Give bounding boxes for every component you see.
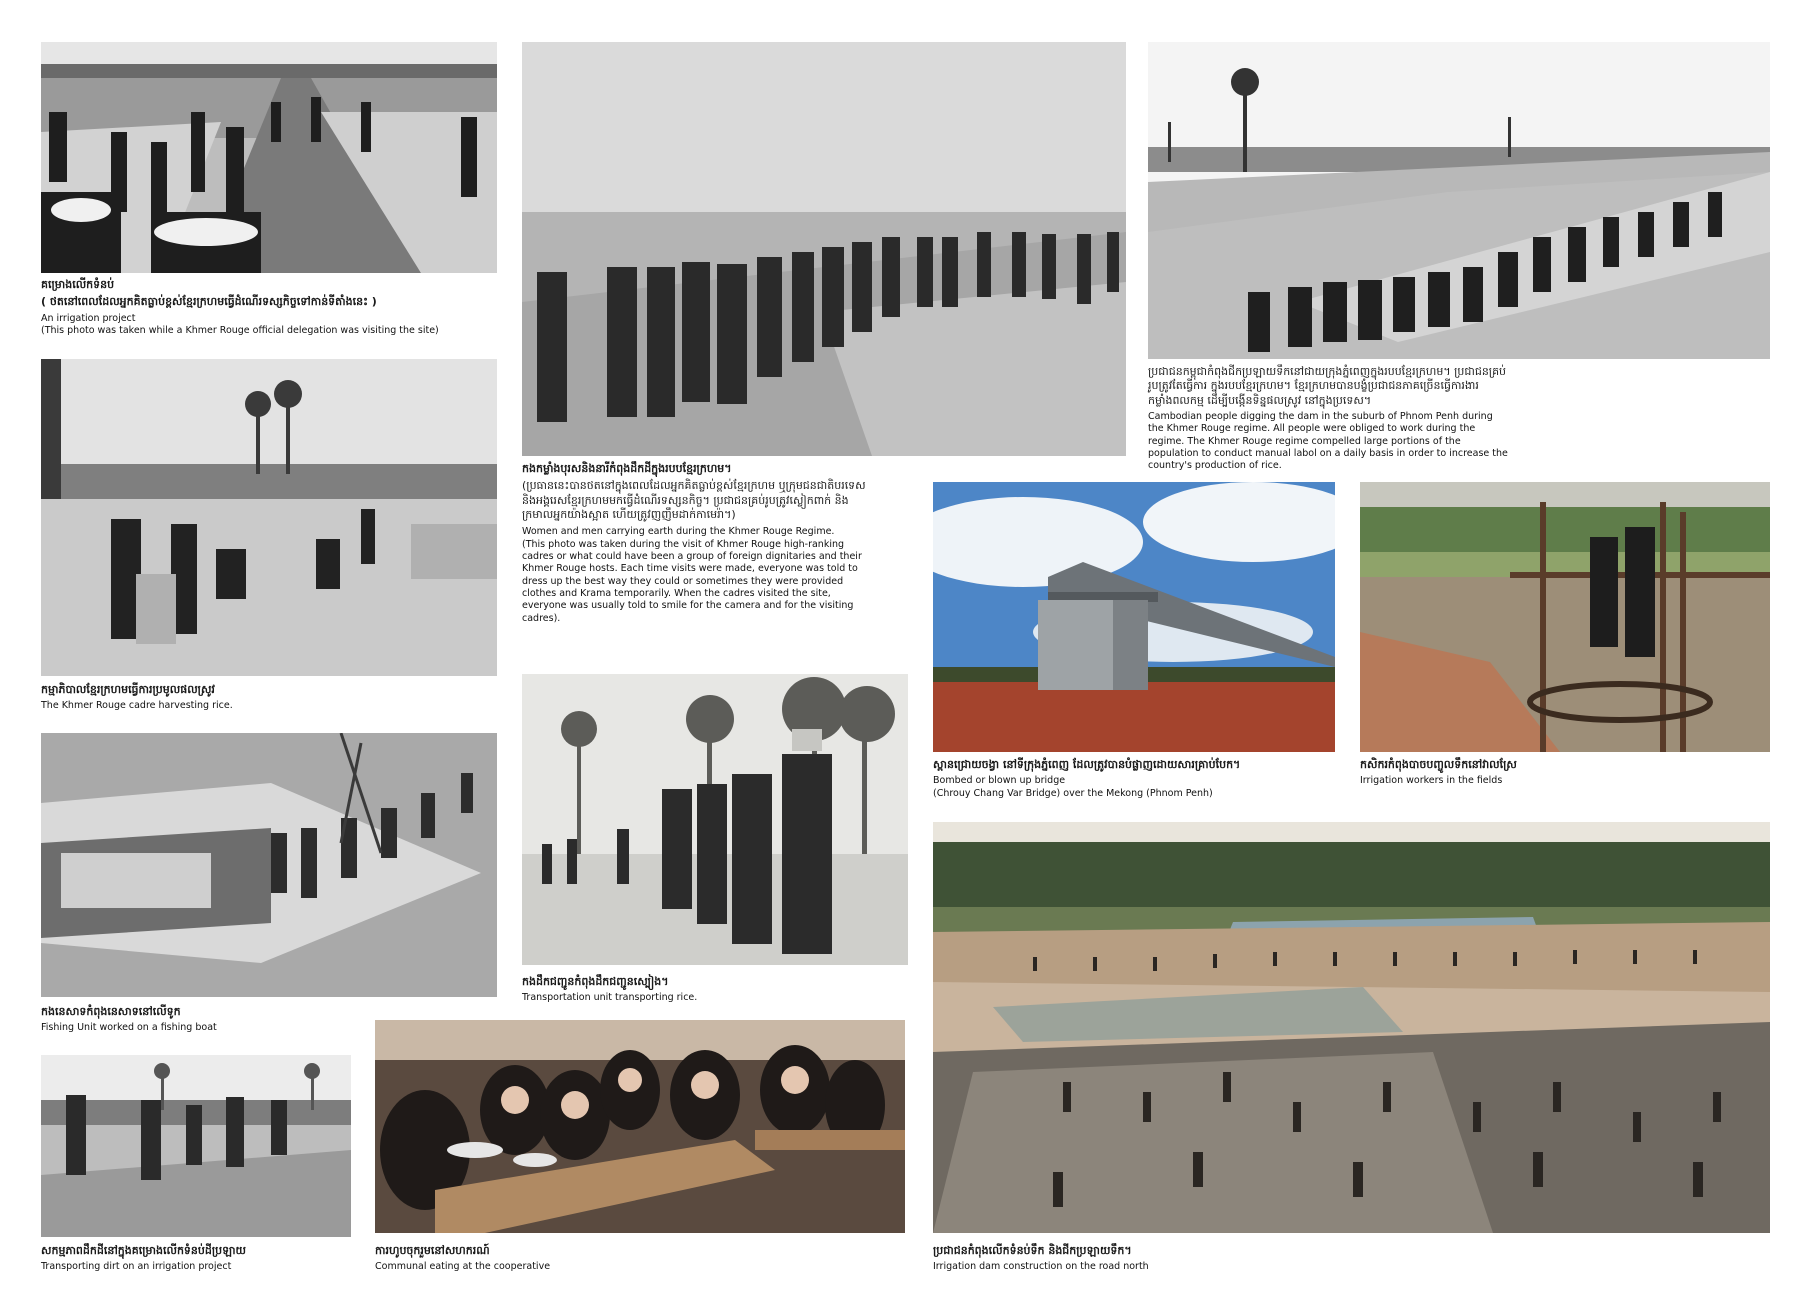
caption-transportation-unit bbox=[522, 975, 902, 1005]
photo-harvesting-rice bbox=[41, 359, 497, 676]
caption-en: Transportation unit transporting rice. bbox=[522, 992, 698, 1004]
caption-en-note: (Chrouy Chang Var Bridge) over the Mekong (Phnom Penh) bbox=[933, 787, 1213, 799]
caption-en: Fishing Unit worked on a fishing boat bbox=[41, 1022, 217, 1034]
caption-km: ប្រជាជនកំពុងលើកទំនប់ទឹក និងជីកប្រឡាយទឹក។ bbox=[933, 1244, 1132, 1257]
caption-en-note: (This photo was taken while a Khmer Rouge official delegation was visiting the site) bbox=[41, 324, 439, 336]
photo-dam-construction bbox=[933, 822, 1770, 1233]
caption-transporting-dirt bbox=[41, 1244, 381, 1274]
caption-km: ស្ពានជ្រោយចង្វា នៅទីក្រុងភ្នំពេញ ដែលត្រូវបានបំផ្លាញដោយសារគ្រាប់បែក។ bbox=[933, 758, 1241, 771]
caption-km: កម្មាភិបាលខ្មែរក្រហមធ្វើការប្រមូលផលស្រូវ bbox=[41, 683, 215, 696]
caption-en: Irrigation workers in the fields bbox=[1360, 775, 1503, 787]
caption-km: ប្រជាជនកម្ពុជាកំពុងជីកប្រឡាយទឹកនៅជាយក្រុងភ្នំពេញក្នុងរបបខ្មែរក្រហម។ ប្រជាជនគ្រប់រូបត្រូវតែធ្វើការ ក្នុងរបបខ្មែរក្រហម។ ខ្មែរក្រហមបានបង្ខំប្រជាជនភាគច្រើនធ្វើការងារកម្លាំងពលកម្ម ដើម្បីបង្កើនទិន្នផលស្រូវ នៅក្នុងប្រទេស។ bbox=[1148, 365, 1507, 407]
caption-en: Cambodian people digging the dam in the suburb of Phnom Penh during the Khmer Rouge regime. All people were obliged to work during the regime. The Khmer Rouge regime compelled large portions of the population to conduct manual labol on a daily basis in order to increase the country's production of rice. bbox=[1148, 410, 1508, 472]
caption-km-note: ( ថតនៅពេលដែលអ្នកគិតធ្លាប់ខ្ពស់ខ្មែរក្រហមធ្វើដំណើរទស្សកិច្ចទៅកាន់ទីតាំងនេះ ) bbox=[41, 295, 377, 309]
caption-km: កងកម្លាំងបុរសនិងនារីកំពុងដឹកដីក្នុងរបបខ្មែរក្រហម។ bbox=[522, 462, 732, 475]
caption-en: Transporting dirt on an irrigation project bbox=[41, 1261, 232, 1273]
caption-km: កសិករកំពុងបាចបញ្ចូលទឹកនៅវាលស្រែ bbox=[1360, 758, 1517, 771]
caption-en: Irrigation dam construction on the road north bbox=[933, 1261, 1149, 1273]
photo-transportation-unit bbox=[522, 674, 908, 965]
caption-irrigation-workers bbox=[1360, 758, 1760, 788]
photo-irrigation-project bbox=[41, 42, 497, 273]
caption-en-note: (This photo was taken during the visit of Khmer Rouge high-ranking cadres or what could have been a group of foreign dignitaries and their Khmer Rouge hosts. Each time visits were made, everyone was told to dress up the best way they could or sometimes they were provided clothes and Krama temporarily. When the cadres visited the site, everyone was usually told to smile for the camera and for the visiting cadres). bbox=[522, 538, 862, 624]
photo-communal-eating bbox=[375, 1020, 905, 1233]
caption-km: គម្រោងលើកទំនប់ bbox=[41, 278, 115, 291]
photo-fishing-unit bbox=[41, 733, 497, 997]
caption-bombed-bridge bbox=[933, 758, 1333, 800]
caption-dam-construction bbox=[933, 1244, 1533, 1274]
caption-km: កងដឹកជញ្ជូនកំពុងដឹកជញ្ជូនស្បៀង។ bbox=[522, 975, 669, 988]
caption-km: ការហូបចុករួមនៅសហករណ៍ bbox=[375, 1244, 490, 1257]
caption-en: Communal eating at the cooperative bbox=[375, 1261, 551, 1273]
caption-en: Bombed or blown up bridge bbox=[933, 775, 1066, 787]
photo-bombed-bridge bbox=[933, 482, 1335, 752]
caption-km: កងនេសាទកំពុងនេសាទនៅលើទូក bbox=[41, 1005, 181, 1018]
caption-en: An irrigation project bbox=[41, 312, 136, 324]
photo-irrigation-workers bbox=[1360, 482, 1770, 752]
caption-irrigation-project bbox=[41, 278, 501, 337]
caption-carrying-earth bbox=[522, 462, 877, 625]
caption-digging-dam bbox=[1148, 365, 1508, 473]
caption-en: The Khmer Rouge cadre harvesting rice. bbox=[41, 700, 233, 712]
caption-km-note: (ប្រធាននេះបានថតនៅក្នុងពេលដែលអ្នកគិតធ្លាប់ខ្ពស់ខ្មែរក្រហម ឬក្រុមជនជាតិបរទេស និងអង្គរេសខ្មែរក្រហមមកធ្វើដំណើរទស្សនកិច្ច។ ប្រជាជនគ្រប់រូបត្រូវស្លៀកពាក់ និងក្រមាលអ្នកយ៉ាងស្អាត ហើយត្រូវញញឹមដាក់កាមេរ៉ា។) bbox=[522, 479, 866, 521]
caption-harvesting-rice bbox=[41, 683, 501, 713]
photo-carrying-earth bbox=[522, 42, 1126, 456]
photo-transporting-dirt bbox=[41, 1055, 351, 1237]
caption-en: Women and men carrying earth during the Khmer Rouge Regime. bbox=[522, 526, 835, 538]
photo-digging-dam bbox=[1148, 42, 1770, 359]
caption-communal-eating bbox=[375, 1244, 775, 1274]
caption-km: សកម្មភាពដឹកដីនៅក្នុងគម្រោងលើកទំនប់ដីប្រឡាយ bbox=[41, 1244, 247, 1257]
